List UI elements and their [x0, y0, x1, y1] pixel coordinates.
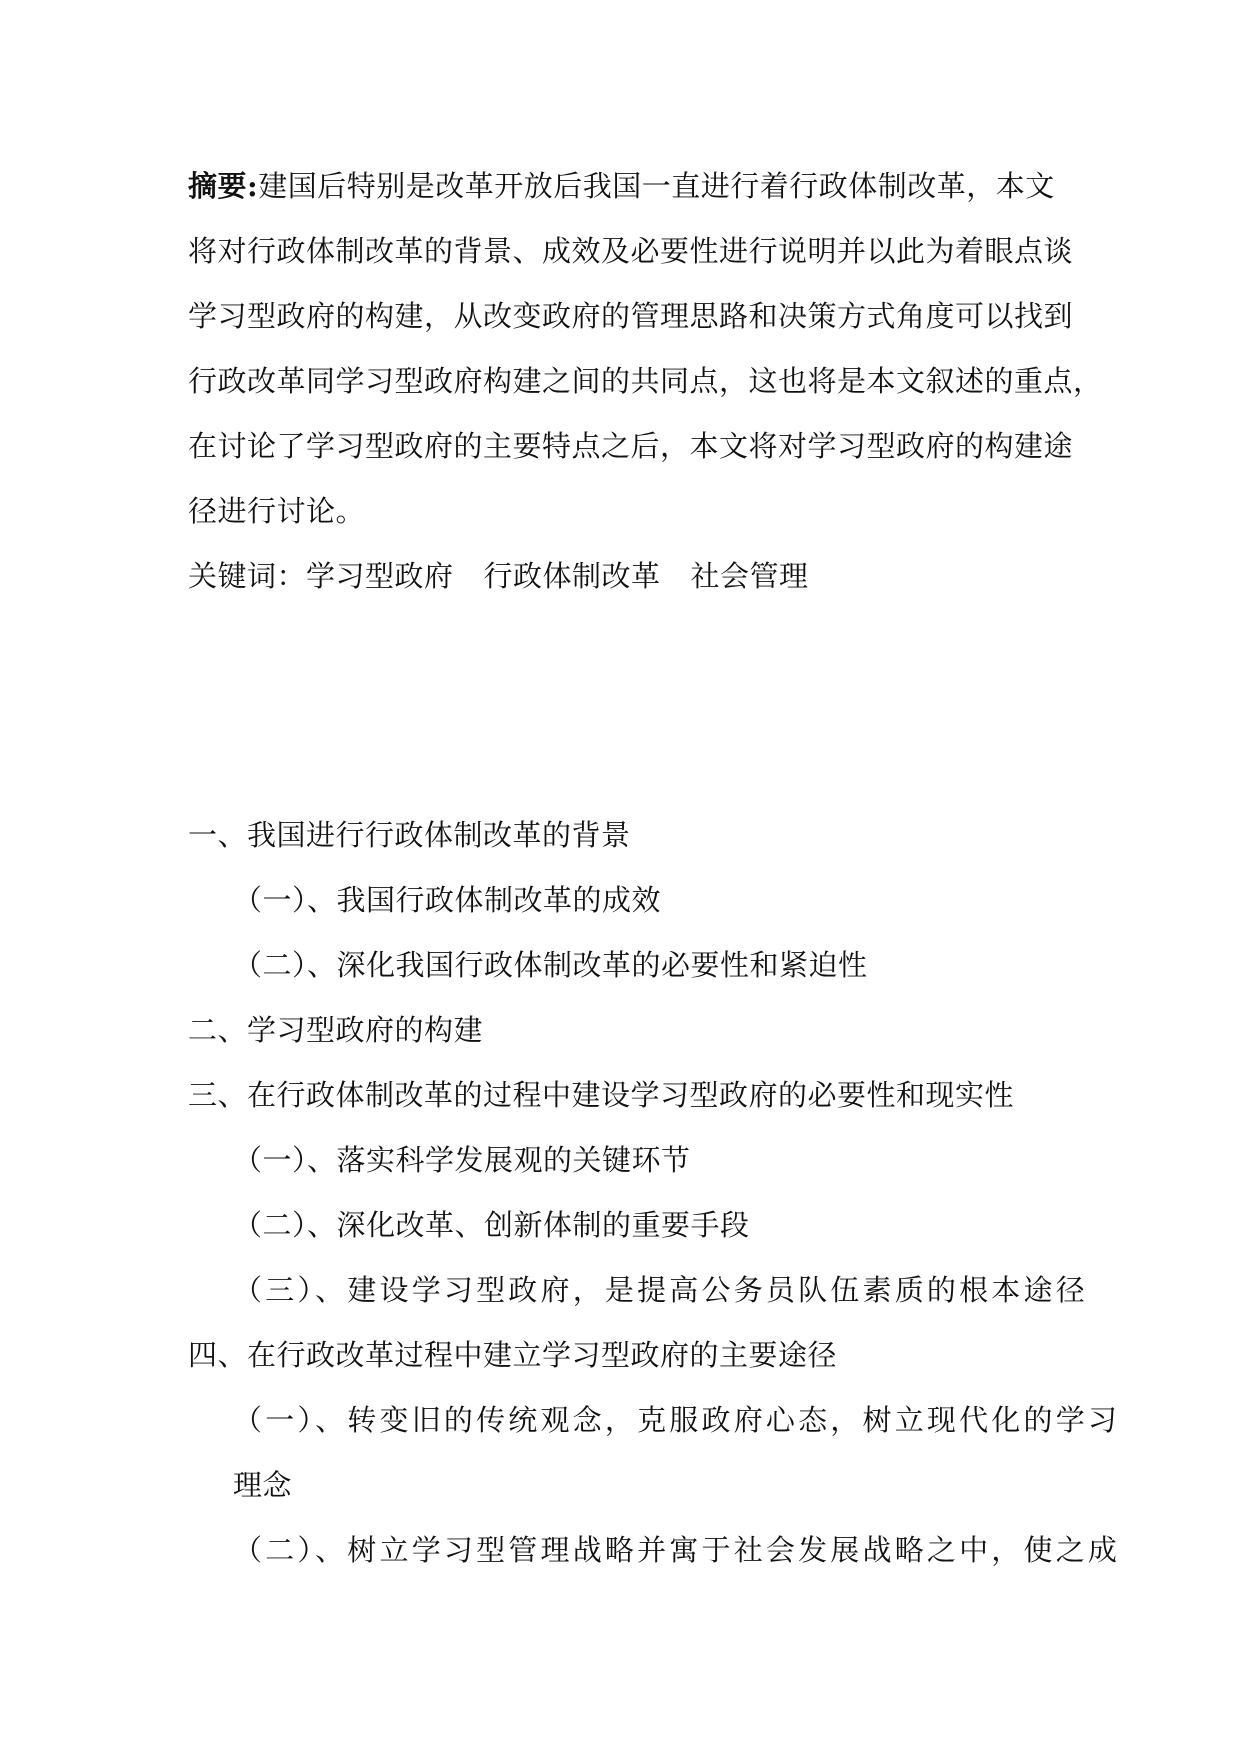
toc-section-heading: 一、我国进行行政体制改革的背景 [188, 818, 631, 852]
toc-subsection-continuation: 理念 [233, 1468, 293, 1502]
keyword: 行政体制改革 [483, 559, 661, 593]
toc-section-heading: 二、学习型政府的构建 [188, 1013, 484, 1047]
toc-subsection: （一）、落实科学发展观的关键环节 [233, 1143, 691, 1177]
abstract-line: 学习型政府的构建，从改变政府的管理思路和决策方式角度可以找到 [188, 299, 1074, 333]
toc-subsection: （三）、建设学习型政府，是提高公务员队伍素质的根本途径 [233, 1273, 1088, 1307]
toc-section-heading: 三、在行政体制改革的过程中建设学习型政府的必要性和现实性 [188, 1078, 1015, 1112]
toc-subsection: （二）、深化改革、创新体制的重要手段 [233, 1208, 750, 1242]
toc-subsection: （二）、树立学习型管理战略并寓于社会发展战略之中，使之成 [233, 1533, 1121, 1567]
toc-subsection: （二）、深化我国行政体制改革的必要性和紧迫性 [233, 948, 868, 982]
keyword: 社会管理 [690, 559, 809, 593]
toc-subsection: （一）、我国行政体制改革的成效 [233, 883, 662, 917]
abstract-line: 在讨论了学习型政府的主要特点之后，本文将对学习型政府的构建途 [188, 429, 1074, 463]
abstract-label: 摘要: [188, 169, 259, 203]
abstract-paragraph [188, 154, 1103, 544]
table-of-contents [188, 803, 1121, 1583]
abstract-line [188, 154, 1058, 219]
toc-section-heading: 四、在行政改革过程中建立学习型政府的主要途径 [188, 1338, 838, 1372]
abstract-line: 将对行政体制改革的背景、成效及必要性进行说明并以此为着眼点谈 [188, 234, 1074, 268]
toc-subsection: （一）、转变旧的传统观念，克服政府心态，树立现代化的学习 [233, 1403, 1121, 1437]
abstract-line: 径进行讨论。 [188, 494, 366, 528]
keywords-label: 关键词： [188, 559, 307, 593]
abstract-line: 行政改革同学习型政府构建之间的共同点，这也将是本文叙述的重点， [188, 364, 1103, 398]
keyword: 学习型政府 [306, 559, 454, 593]
abstract-text: 建国后特别是改革开放后我国一直进行着行政体制改革，本文 [258, 169, 1055, 203]
keywords-line [188, 544, 839, 609]
